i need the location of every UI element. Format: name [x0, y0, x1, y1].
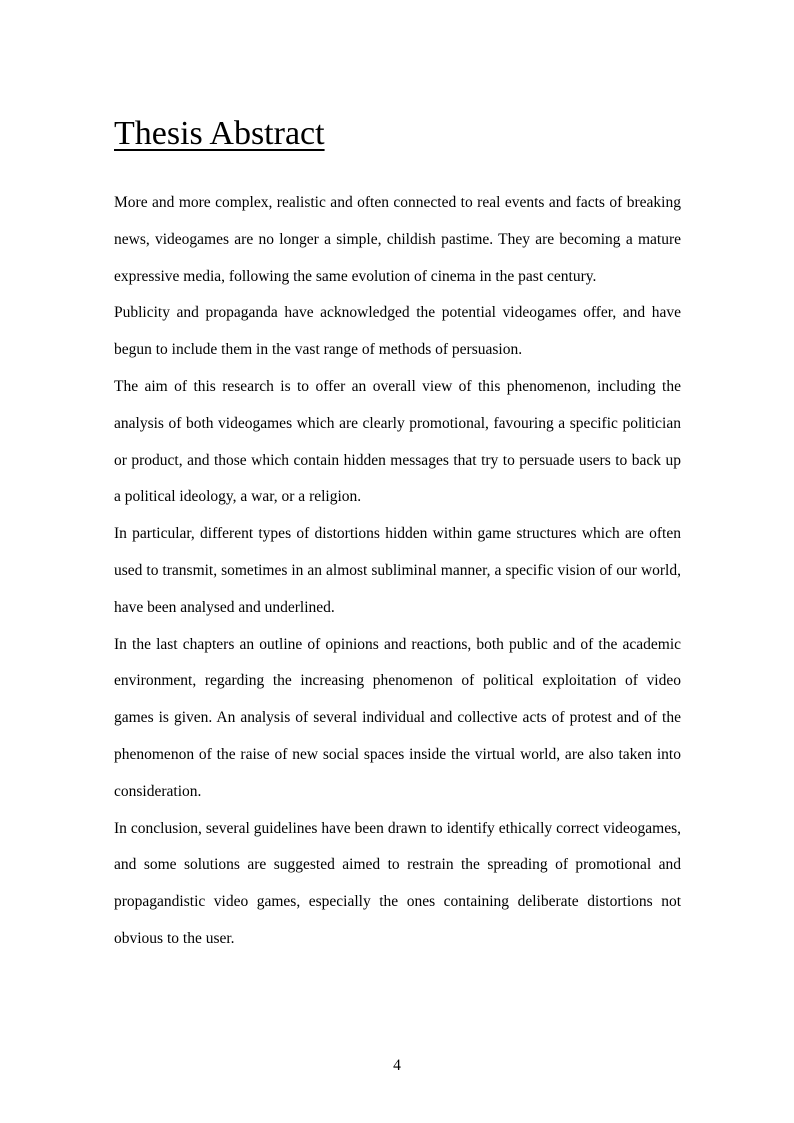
abstract-paragraph-2: Publicity and propaganda have acknowledged the potential videogames offer, and have begun to include them in the vast range of methods of persuasion. [114, 304, 681, 359]
abstract-body [114, 185, 681, 958]
abstract-paragraph-3: The aim of this research is to offer an overall view of this phenomenon, including the analysis of both videogames which are clearly promotional, favouring a specific politician or product, and those which contain hidden messages that try to persuade users to back up a political ideology, a war, or a religion. [114, 377, 681, 506]
abstract-paragraph-1: More and more complex, realistic and often connected to real events and facts of breaking news, videogames are no longer a simple, childish pastime. They are becoming a mature expressive media, following the same evolution of cinema in the past century. [114, 194, 681, 285]
abstract-paragraph-5: In the last chapters an outline of opinions and reactions, both public and of the academic environment, regarding the increasing phenomenon of political exploitation of video games is given. An analysis of several individual and collective acts of protest and of the phenomenon of the raise of new social spaces inside the virtual world, are also taken into consideration. [114, 635, 681, 800]
abstract-paragraph-6: In conclusion, several guidelines have been drawn to identify ethically correct videogames, and some solutions are suggested aimed to restrain the spreading of promotional and propagandistic video games, especially the ones containing deliberate distortions not obvious to the user. [114, 819, 681, 947]
abstract-paragraph-4: In particular, different types of distortions hidden within game structures which are often used to transmit, sometimes in an almost subliminal manner, a specific vision of our world, have been analysed and underlined. [114, 525, 681, 616]
page-title: Thesis Abstract [114, 115, 325, 152]
page-number: 4 [393, 1057, 401, 1074]
